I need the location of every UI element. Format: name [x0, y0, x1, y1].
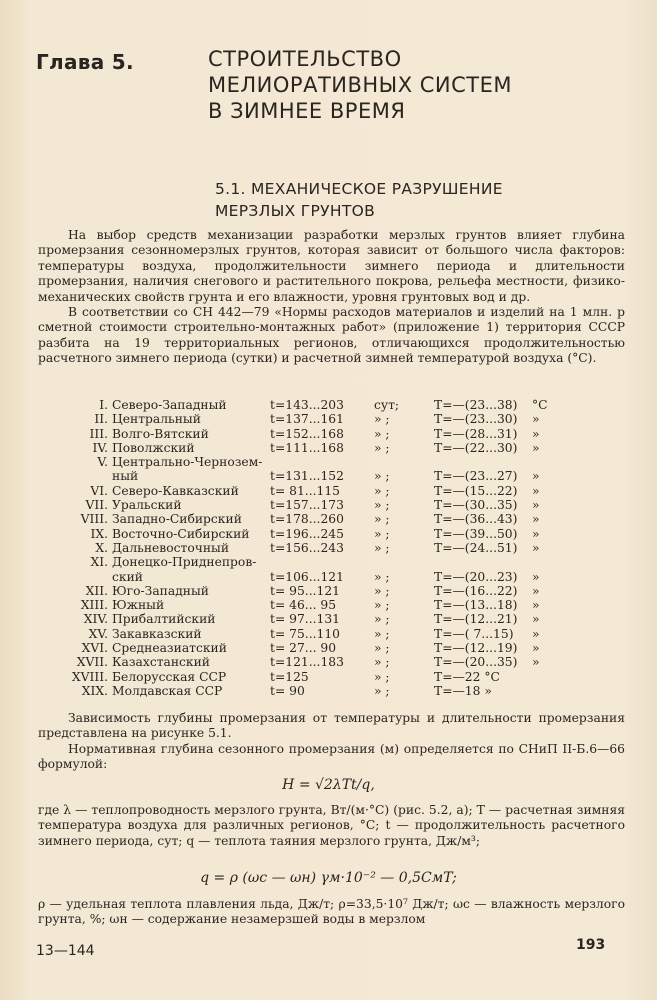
definitions-text-2 [38, 897, 625, 928]
region-temperature: T=—(23...27) [434, 469, 518, 484]
region-row [38, 441, 625, 455]
region-name [112, 684, 222, 698]
region-temperature-unit: » [532, 626, 540, 641]
region-temperature: T=—(36...43) [434, 512, 518, 527]
region-temperature-unit: °С [532, 398, 548, 412]
region-name-line: Прибалтийский [112, 612, 216, 627]
region-name-line: Дальневосточный [112, 540, 230, 555]
region-duration: t= 95...121 [270, 583, 340, 598]
region-number: III. [89, 426, 108, 441]
region-name-line: Северо-Кавказский [112, 483, 239, 498]
region-temperature-unit: » [532, 540, 540, 555]
region-name [112, 555, 256, 584]
region-temperature-unit: » [532, 526, 540, 541]
region-row [38, 612, 625, 626]
region-temperature: T=—(39...50) [434, 526, 518, 541]
formula-depth: H = √2λTt/q, [282, 777, 375, 793]
region-duration-unit: » ; [374, 598, 390, 613]
region-row [38, 498, 625, 512]
paragraph: В соответствии со СН 442—79 «Нормы расходов материалов и изделий на 1 млн. р сметной стоимости строительно-монтажных работ» (приложение 1) территория СССР разбита на 19 территориальных регионов, отличающихся продолжительностью расчетного зимнего периода (сутки) и расчетной зимней температурой воздуха (°С). [38, 305, 625, 366]
region-temperature: T=—18 » [434, 683, 492, 698]
region-name-line: Волго-Вятский [112, 426, 209, 441]
region-temperature: T=—(16...22) [434, 583, 518, 598]
region-number: XVI. [81, 641, 108, 656]
region-duration: t= 46... 95 [270, 598, 337, 613]
region-temperature: T=—22 °С [434, 669, 500, 684]
region-row [38, 455, 625, 484]
region-number: II. [94, 412, 108, 427]
region-duration-unit: сут; [374, 398, 400, 412]
region-duration-unit: » ; [374, 612, 390, 627]
region-duration-unit: » ; [374, 412, 390, 427]
region-name [112, 527, 249, 541]
region-duration: t=121...183 [270, 655, 344, 670]
region-duration: t=111...168 [270, 440, 344, 455]
region-temperature: T=—(12...19) [434, 641, 518, 656]
signature-mark: 13—144 [36, 943, 95, 959]
region-duration-unit: » ; [374, 440, 390, 455]
page-number: 193 [576, 937, 606, 953]
region-duration-unit: » ; [374, 683, 390, 698]
region-duration: t= 90 [270, 683, 305, 698]
region-temperature: T=—(28...31) [434, 426, 518, 441]
region-temperature-unit: » [532, 412, 540, 427]
region-temperature-unit: » [532, 612, 540, 627]
region-number: XIX. [81, 683, 108, 698]
region-duration: t=156...243 [270, 540, 344, 555]
region-row [38, 555, 625, 584]
section-title-line: МЕРЗЛЫХ ГРУНТОВ [215, 202, 376, 220]
region-duration: t=152...168 [270, 426, 344, 441]
chapter-title-line: МЕЛИОРАТИВНЫХ СИСТЕМ [208, 73, 513, 97]
region-duration-unit: » ; [374, 655, 390, 670]
region-row [38, 627, 625, 641]
chapter-title-line: СТРОИТЕЛЬСТВО [208, 47, 402, 71]
region-name-line: Белорусская ССР [112, 669, 227, 684]
region-name [112, 541, 229, 555]
region-temperature: T=—(30...35) [434, 498, 518, 513]
region-row [38, 398, 625, 412]
region-name-line: Западно-Сибирский [112, 512, 242, 527]
region-name-line: Среднеазиатский [112, 641, 227, 656]
region-name [112, 398, 227, 412]
region-duration: t=106...121 [270, 569, 344, 584]
region-number: IV. [92, 440, 108, 455]
region-duration: t= 75...110 [270, 626, 340, 641]
region-temperature-unit: » [532, 598, 540, 613]
region-name [112, 441, 195, 455]
region-name-line: Северо-Западный [112, 398, 227, 412]
region-name-line: Южный [112, 598, 165, 613]
region-row [38, 541, 625, 555]
region-row [38, 670, 625, 684]
region-number: VII. [85, 498, 108, 513]
region-duration: t=178...260 [270, 512, 344, 527]
region-duration-unit: » ; [374, 483, 390, 498]
region-row [38, 512, 625, 526]
region-number: VIII. [80, 512, 108, 527]
region-row [38, 527, 625, 541]
region-duration: t=196...245 [270, 526, 344, 541]
region-name-line: Центрально-Чернозем- [112, 455, 263, 470]
region-name-line: ский [112, 569, 143, 584]
section-title [215, 178, 635, 222]
chapter-title [208, 46, 628, 124]
region-duration-unit: » ; [374, 498, 390, 513]
region-number: X. [95, 540, 108, 555]
region-temperature: T=—(22...30) [434, 440, 518, 455]
region-duration-unit: » ; [374, 526, 390, 541]
region-name-line: Юго-Западный [112, 583, 209, 598]
region-name-line: Казахстанский [112, 655, 211, 670]
region-row [38, 655, 625, 669]
region-row [38, 641, 625, 655]
region-temperature: T=—(23...38) [434, 398, 518, 412]
region-temperature-unit: » [532, 483, 540, 498]
intro-text [38, 228, 625, 367]
region-temperature-unit: » [532, 655, 540, 670]
region-duration-unit: » ; [374, 540, 390, 555]
region-name-line: Поволжский [112, 440, 195, 455]
formula-heat: q = ρ (ωс — ωн) γм·10⁻² — 0,5CмT; [200, 870, 457, 886]
region-name [112, 670, 226, 684]
region-number: XV. [88, 626, 108, 641]
region-name [112, 655, 210, 669]
region-name [112, 641, 227, 655]
region-name [112, 627, 202, 641]
region-number: XIV. [83, 612, 108, 627]
region-row [38, 427, 625, 441]
region-name-line: ный [112, 469, 139, 484]
region-temperature: T=—(23...30) [434, 412, 518, 427]
region-duration-unit: » ; [374, 512, 390, 527]
region-duration-unit: » ; [374, 569, 390, 584]
region-duration-unit: » ; [374, 426, 390, 441]
region-name-line: Центральный [112, 412, 201, 427]
region-temperature: T=—(24...51) [434, 540, 518, 555]
region-number: IX. [90, 526, 108, 541]
region-number: XVII. [76, 655, 108, 670]
region-row [38, 584, 625, 598]
region-duration-unit: » ; [374, 626, 390, 641]
region-duration-unit: » ; [374, 469, 390, 484]
region-temperature: T=—(13...18) [434, 598, 518, 613]
region-temperature: T=—(20...35) [434, 655, 518, 670]
region-row [38, 684, 625, 698]
section-title-line: 5.1. МЕХАНИЧЕСКОЕ РАЗРУШЕНИЕ [215, 180, 503, 198]
region-name [112, 427, 209, 441]
region-temperature-unit: » [532, 426, 540, 441]
region-temperature: T=—( 7...15) [434, 626, 514, 641]
region-temperature-unit: » [532, 569, 540, 584]
chapter-title-line: В ЗИМНЕЕ ВРЕМЯ [208, 99, 406, 123]
region-temperature-unit: » [532, 498, 540, 513]
region-row [38, 412, 625, 426]
region-name [112, 455, 262, 484]
region-name [112, 612, 216, 626]
dependency-text [38, 711, 625, 773]
region-name-line: Восточно-Сибирский [112, 526, 250, 541]
region-temperature-unit: » [532, 583, 540, 598]
region-number: XII. [85, 583, 108, 598]
region-number: V. [97, 455, 108, 470]
region-name-line: Донецко-Приднепров- [112, 555, 257, 570]
region-name [112, 598, 164, 612]
region-name [112, 484, 239, 498]
region-temperature: T=—(20...23) [434, 569, 518, 584]
region-duration: t=131...152 [270, 469, 344, 484]
region-duration-unit: » ; [374, 641, 390, 656]
region-duration-unit: » ; [374, 583, 390, 598]
definitions-text [38, 803, 625, 849]
region-name [112, 498, 182, 512]
region-number: XI. [90, 555, 108, 570]
paragraph: где λ — теплопроводность мерзлого грунта, Вт/(м·°С) (рис. 5.2, а); T — расчетная зимняя температура воздуха для различных регионов, °С; t — продолжительность расчетного зимнего периода, сут; q — теплота таяния мерзлого грунта, Дж/м³; [38, 803, 625, 848]
region-temperature-unit: » [532, 512, 540, 527]
region-number: VI. [90, 483, 108, 498]
region-number: I. [99, 398, 108, 412]
region-number: XVIII. [71, 669, 108, 684]
region-duration: t=143...203 [270, 398, 344, 412]
region-name [112, 512, 242, 526]
region-name-line: Молдавская ССР [112, 683, 223, 698]
region-row [38, 598, 625, 612]
region-temperature-unit: » [532, 469, 540, 484]
paragraph: ρ — удельная теплота плавления льда, Дж/т; ρ=33,5·10⁷ Дж/т; ωс — влажность мерзлого грунта, %; ωн — содержание незамерзшей воды в мерзлом [38, 897, 625, 927]
region-name-line: Уральский [112, 498, 182, 513]
region-duration: t= 97...131 [270, 612, 340, 627]
regions-list [38, 398, 625, 698]
paragraph: Зависимость глубины промерзания от температуры и длительности промерзания представлена на рисунке 5.1. [38, 711, 625, 741]
paragraph: Нормативная глубина сезонного промерзания (м) определяется по СНиП II-Б.6—66 формулой: [38, 741, 625, 772]
region-row [38, 484, 625, 498]
region-name [112, 412, 201, 426]
region-duration: t=157...173 [270, 498, 344, 513]
chapter-label: Глава 5. [36, 50, 134, 74]
region-duration: t= 27... 90 [270, 641, 337, 656]
region-duration: t=137...161 [270, 412, 344, 427]
region-duration: t=125 [270, 669, 309, 684]
region-temperature: T=—(12...21) [434, 612, 518, 627]
region-duration: t= 81...115 [270, 483, 340, 498]
region-temperature: T=—(15...22) [434, 483, 518, 498]
region-duration-unit: » ; [374, 669, 390, 684]
region-temperature-unit: » [532, 440, 540, 455]
region-name [112, 584, 209, 598]
region-name-line: Закавказский [112, 626, 202, 641]
paragraph: На выбор средств механизации разработки мерзлых грунтов влияет глубина промерзания сезонномерзлых грунтов, которая зависит от большого числа факторов: температуры воздуха, продолжительности зимнего периода и длительности промерзания, наличия снегового и растительного покрова, рельефа местности, физико-механических свойств грунта и его влажности, уровня грунтовых вод и др. [38, 228, 625, 304]
region-temperature-unit: » [532, 641, 540, 656]
region-number: XIII. [80, 598, 108, 613]
